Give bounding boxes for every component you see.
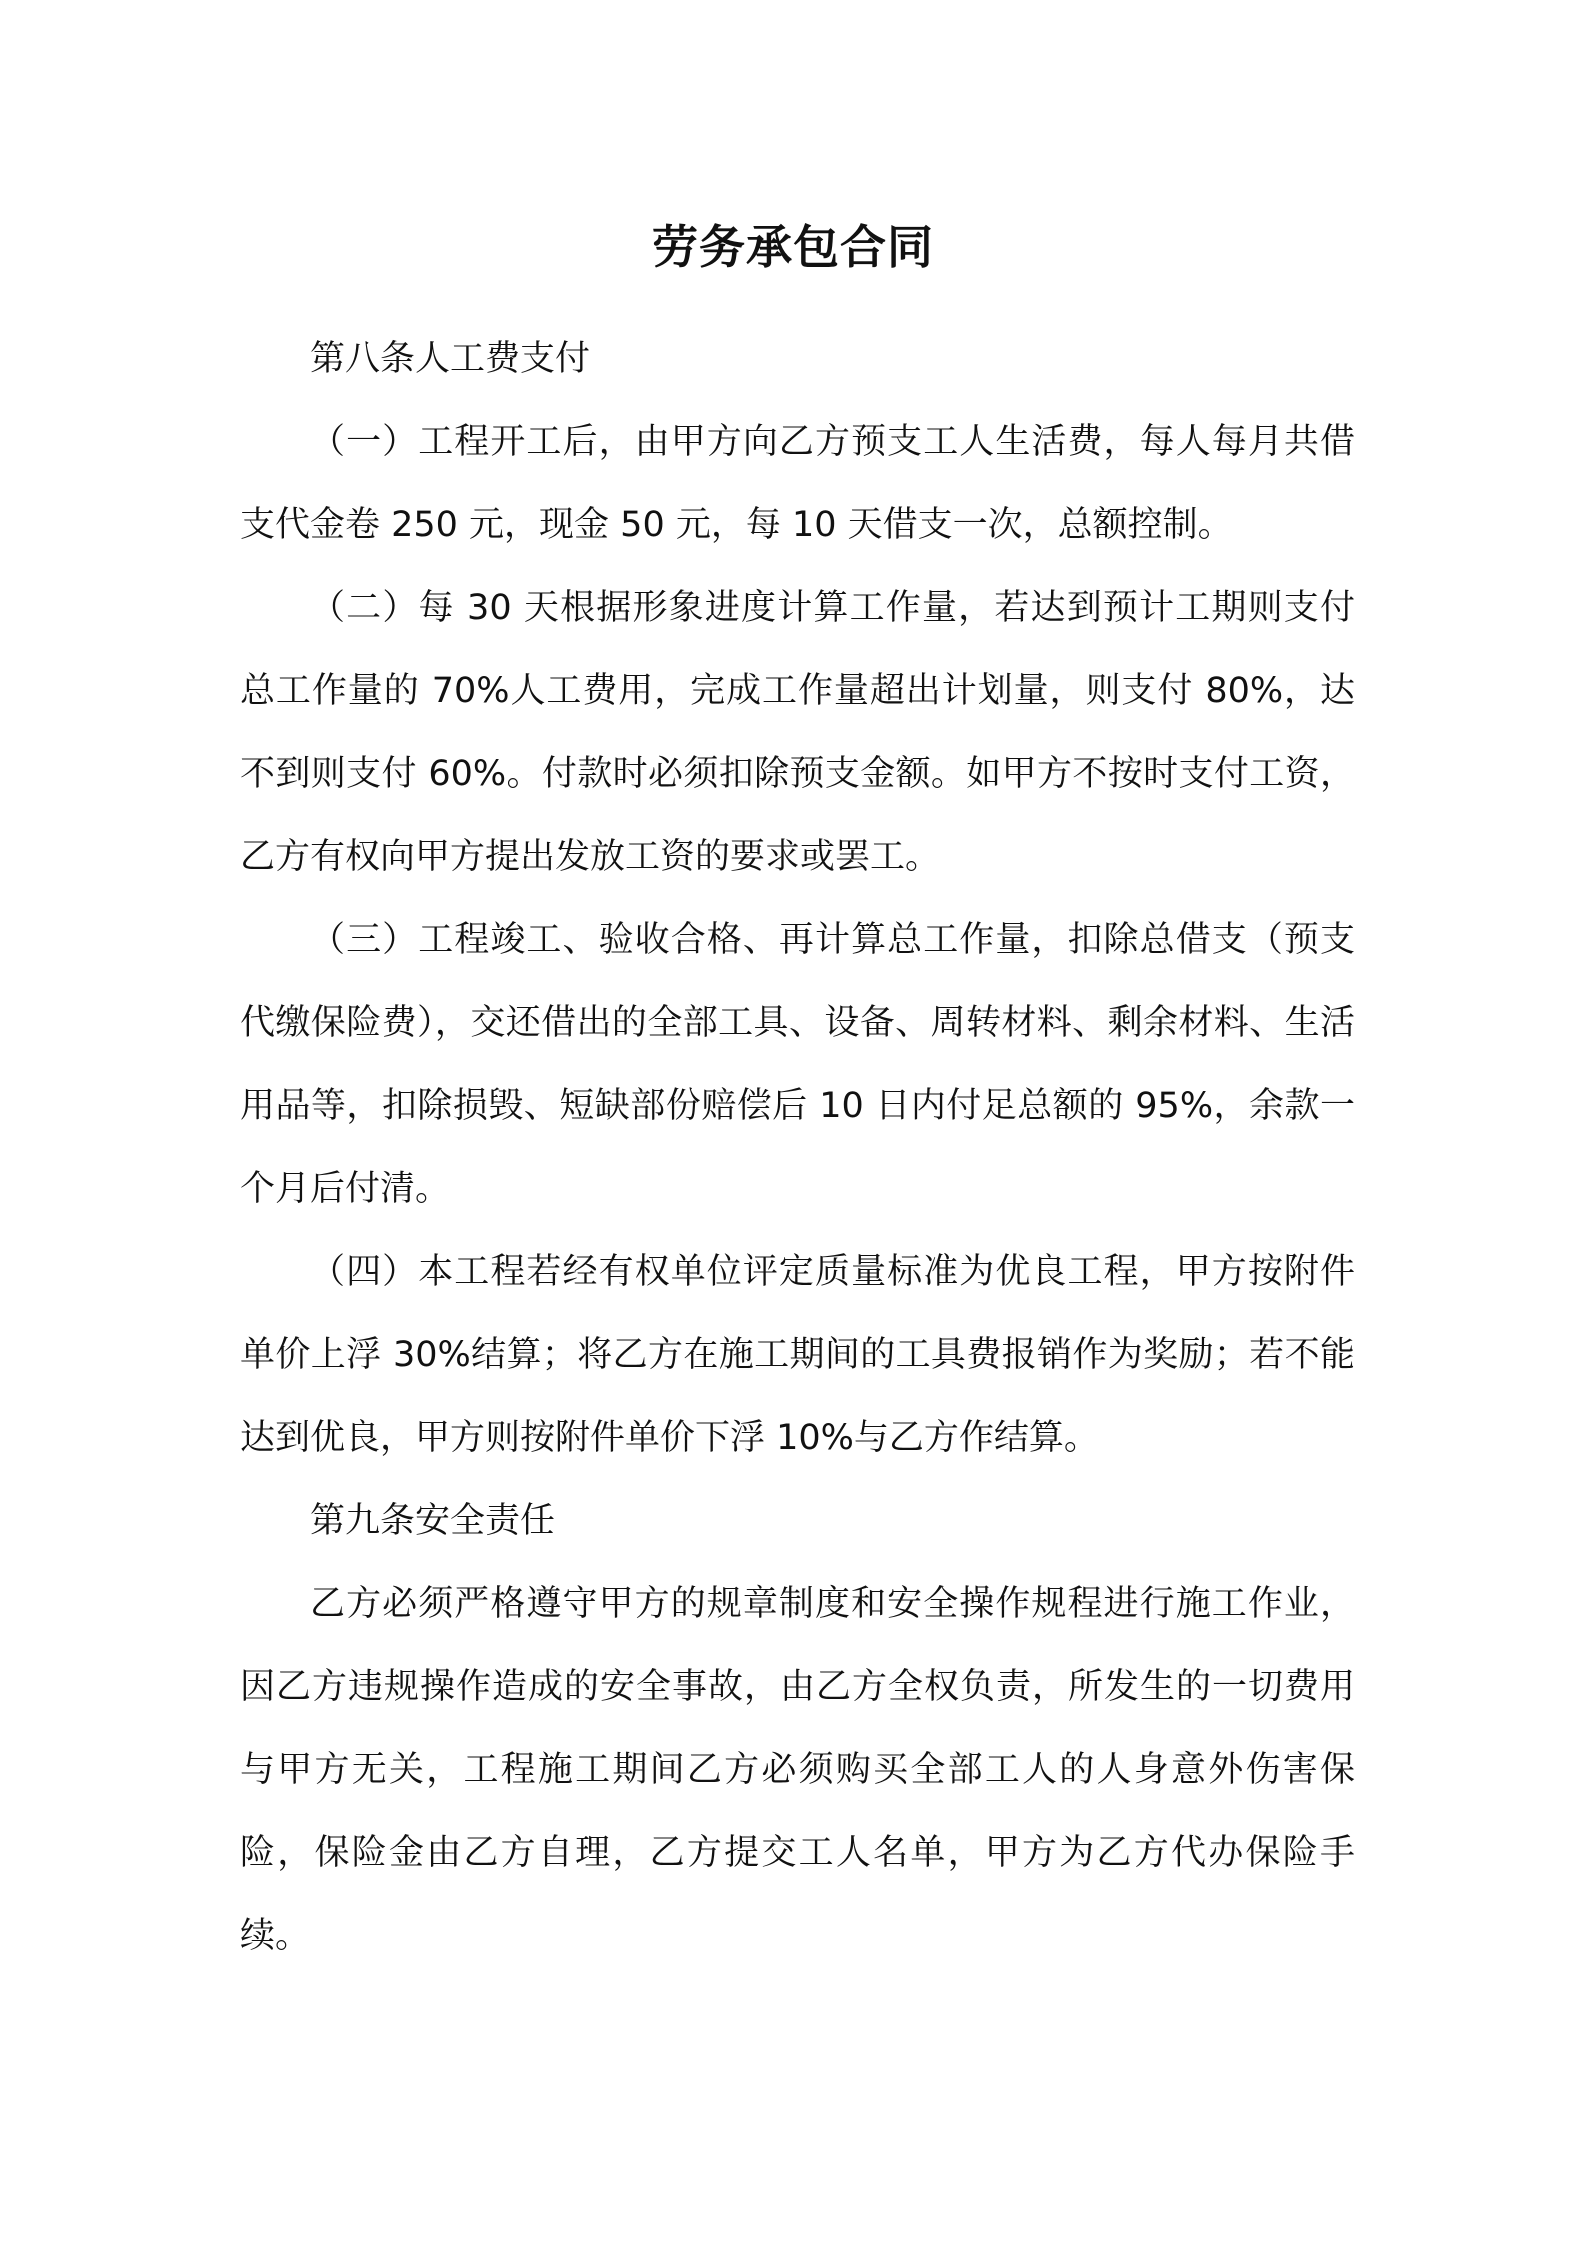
document-body: [240, 318, 1355, 1978]
paragraph-9-1: 乙方必须严格遵守甲方的规章制度和安全操作规程进行施工作业，因乙方违规操作造成的安全事故，由乙方全权负责，所发生的一切费用与甲方无关，工程施工期间乙方必须购买全部工人的人身意外伤害保险，保险金由乙方自理，乙方提交工人名单，甲方为乙方代办保险手续。: [240, 1584, 1355, 1956]
document-title: 劳务承包合同: [652, 220, 934, 274]
paragraph-8-4: （四）本工程若经有权单位评定质量标准为优良工程，甲方按附件单价上浮 30%结算；将乙方在施工期间的工具费报销作为奖励；若不能达到优良，甲方则按附件单价下浮 10%与乙方作结算。: [240, 1252, 1355, 1458]
section-heading-9: 第九条安全责任: [310, 1501, 556, 1541]
paragraph-8-1: （一）工程开工后，由甲方向乙方预支工人生活费，每人每月共借支代金卷 250 元，现金 50 元，每 10 天借支一次，总额控制。: [240, 422, 1355, 545]
paragraph-8-3: （三）工程竣工、验收合格、再计算总工作量，扣除总借支（预支代缴保险费），交还借出的全部工具、设备、周转材料、剩余材料、生活用品等，扣除损毁、短缺部份赔偿后 10 日内付足总额的 95%，余款一个月后付清。: [240, 920, 1355, 1209]
section-heading-8: 第八条人工费支付: [310, 339, 591, 379]
paragraph-8-2: （二）每 30 天根据形象进度计算工作量，若达到预计工期则支付总工作量的 70%人工费用，完成工作量超出计划量，则支付 80%，达不到则支付 60%。付款时必须扣除预支金额。如甲方不按时支付工资，乙方有权向甲方提出发放工资的要求或罢工。: [240, 588, 1355, 877]
